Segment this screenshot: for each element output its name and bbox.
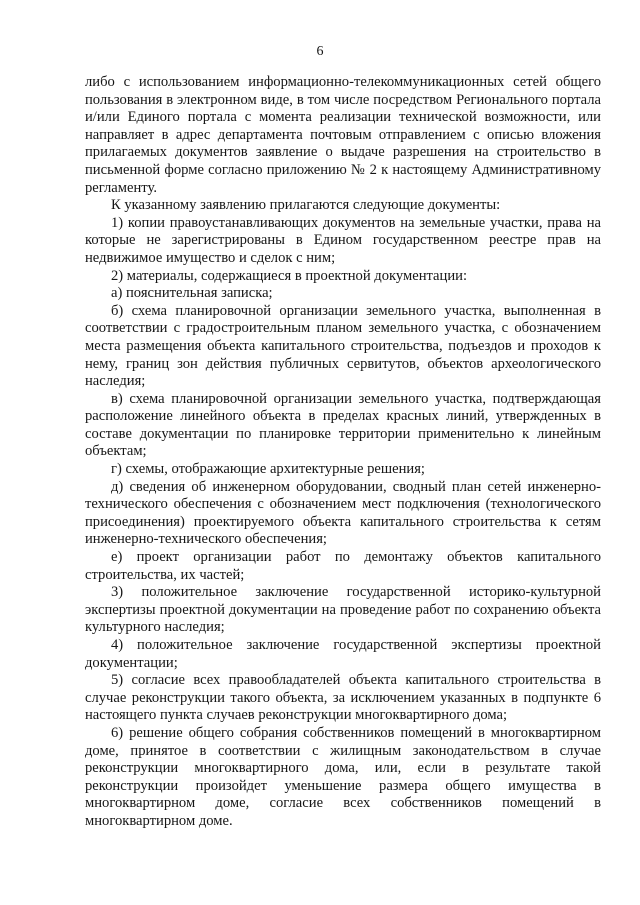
list-item-2d: д) сведения об инженерном оборудовании, сводный план сетей инженерно-технического обеспечения с обозначением мест подключения (технологического присоединения) проектируемого объекта капитального строительства к сетям инженерно-технического обеспечения; [85,478,601,548]
list-item-1: 1) копии правоустанавливающих документов на земельные участки, права на которые не зарегистрированы в Едином государственном реестре прав на недвижимое имущество и сделок с ним; [85,214,601,266]
paragraph-attached-documents-intro: К указанному заявлению прилагаются следующие документы: [111,197,501,214]
paragraph-continuation: либо с использованием информационно-телекоммуникационных сетей общего пользования в электронном виде, в том числе посредством Регионального портала и/или Единого портала с момента реализации технической возможности, или направляет в адрес департамента почтовым отправлением с описью вложения прилагаемых документов заявление о выдаче разрешения на строительство в письменной форме согласно приложению № 2 к настоящему Административному регламенту. [85,74,601,196]
list-item-5: 5) согласие всех правообладателей объекта капитального строительства в случае реконструкции такого объекта, за исключением указанных в подпункте 6 настоящего пункта случаев реконструкции многоквартирного дома; [85,672,601,724]
list-item-2g: г) схемы, отображающие архитектурные решения; [111,461,425,478]
list-item-2e: е) проект организации работ по демонтажу объектов капитального строительства, их частей; [85,549,601,583]
document-body [85,74,601,831]
list-item-2a: а) пояснительная записка; [111,285,273,302]
list-item-6: 6) решение общего собрания собственников помещений в многоквартирном доме, принятое в соответствии с жилищным законодательством в случае реконструкции многоквартирного дома, или, если в результате такой реконструкции произойдет уменьшение размера общего имущества в многоквартирном доме, согласие всех собственников помещений в многоквартирном доме. [85,724,601,829]
list-item-2: 2) материалы, содержащиеся в проектной документации: [111,267,468,284]
list-item-3: 3) положительное заключение государственной историко-культурной экспертизы проектной документации на проведение работ по сохранению объекта культурного наследия; [85,584,601,636]
list-item-2v: в) схема планировочной организации земельного участка, подтверждающая расположение линейного объекта в пределах красных линий, утвержденных в составе документации по планировке территории применительно к линейным объектам; [85,390,601,460]
list-item-2b: б) схема планировочной организации земельного участка, выполненная в соответствии с градостроительным планом земельного участка, с обозначением места размещения объекта капитального строительства, подъездов и проходов к нему, границ зон действия публичных сервитутов, объектов археологического наследия; [85,302,601,390]
page-number: 6 [316,44,324,59]
list-item-4: 4) положительное заключение государственной экспертизы проектной документации; [85,637,601,671]
